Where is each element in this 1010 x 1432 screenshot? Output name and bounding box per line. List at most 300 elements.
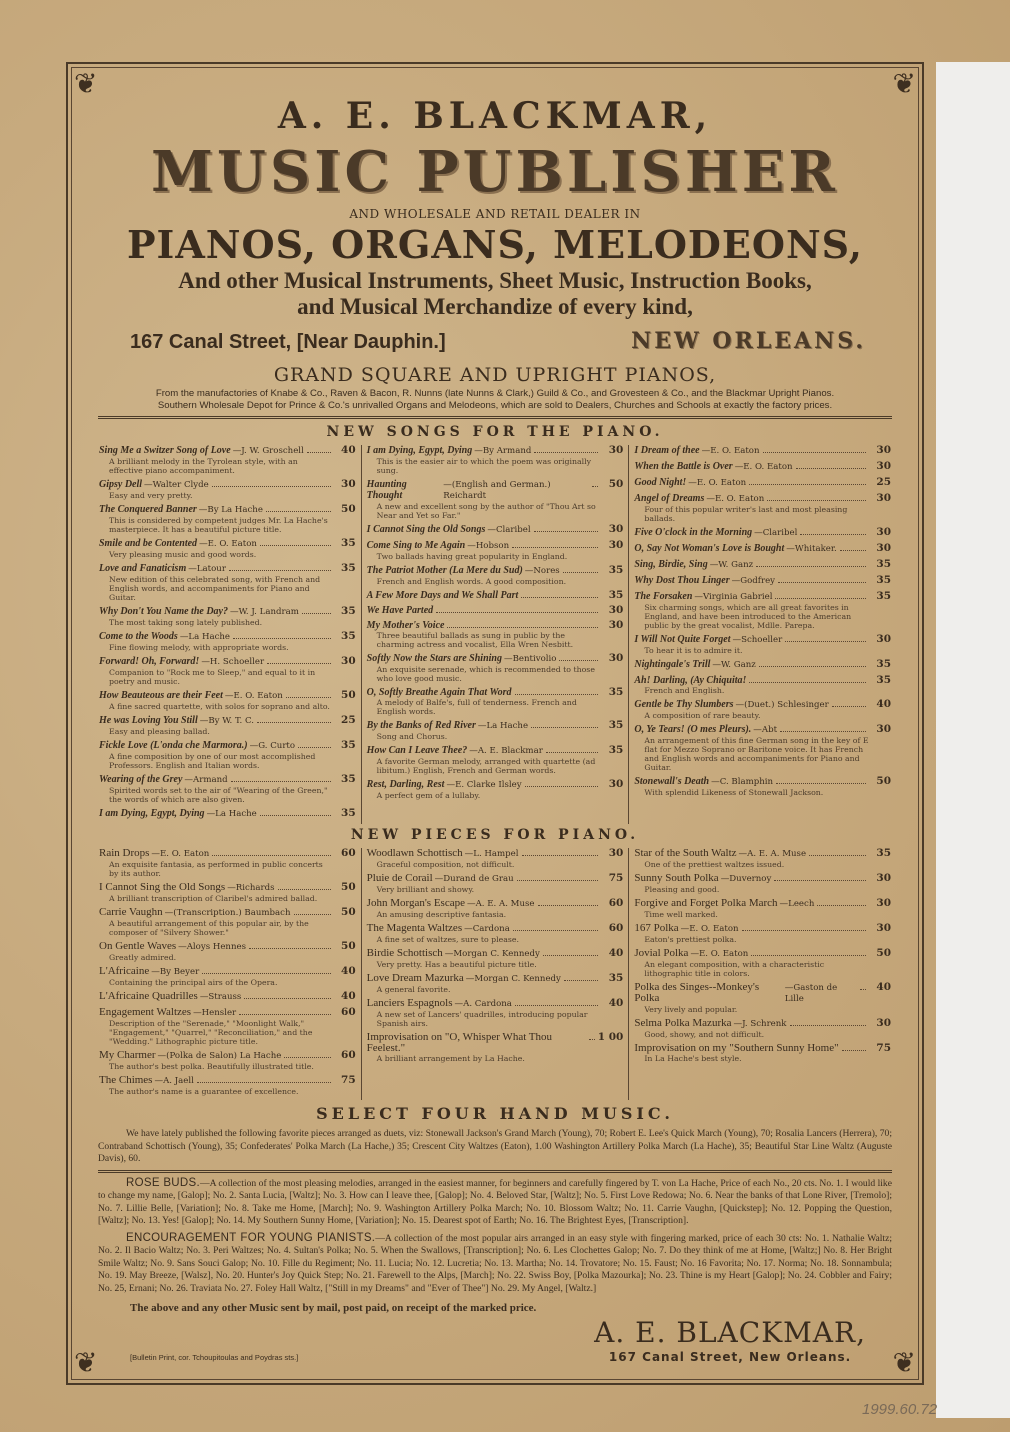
entry-author: —E. O. Eaton [151, 849, 210, 859]
dot-leader [436, 612, 598, 613]
entry-description: A beautiful arrangement of this popular air, by the composer of "Silvery Shower." [109, 919, 309, 937]
entry-title: Nightingale's Trill [634, 659, 711, 670]
entry-line [367, 540, 624, 552]
entry-author: —E. O. Eaton [706, 494, 765, 504]
entry-title: Star of the South Waltz [634, 847, 737, 859]
entry-price: 40 [876, 981, 892, 993]
song-entry [634, 776, 891, 797]
entry-description: Two ballads having great popularity in England. [376, 552, 568, 561]
dot-leader [749, 682, 866, 683]
piece-entry [99, 1050, 356, 1071]
entry-author: —Gaston de Lille [784, 983, 838, 1004]
entry-author: —Walter Clyde [144, 480, 209, 490]
entry-description: An exquisite fantasia, as performed in public concerts by its author. [109, 860, 323, 878]
entry-title: I Cannot Sing the Old Songs [99, 881, 226, 893]
manufacturers-line: From the manufactories of Knabe & Co., Raven & Bacon, R. Nunns (late Nunns & Clark,) Guild & Co., and Grovesteen & Co., and the Blackmar Upright Pianos. [155, 388, 835, 399]
entry-price: 35 [876, 847, 892, 859]
entry-price: 30 [876, 1017, 892, 1029]
entry-line [99, 740, 356, 752]
dot-leader [796, 468, 866, 469]
entry-price: 35 [341, 605, 356, 617]
rose-buds-text: —A collection of the most pleasing melodies, arranged in the easiest manner, for beginners and carefully fingered by T. von La Hache, Price of each No., 20 cts. No. 1. I would like to change my name, [Galop]; No. 2. Santa Lucia, [Waltz]; No. 3. How can I leave thee, [Galop]; No. 4. Beloved Star, [Waltz]; No. 5. First Love Redowa; No. 6. Near the banks of that Lone River, [Tremolo]; No. 7. Lillie Belle, [Variation]; No. 8. Take me Home, [March]; No. 9. Washington Artillery Polka March; No. 10. Blossom Waltz; No. 11. Carrie Vaughn, [Quickstep]; No. 12. Popping the Question, [Waltz]; No. 13. Yes! [Galop]; No. 14. My Southern Sunny Home, [Variation]; No. 15. Dearest spot of Earth; No. 16. The Brightest Eyes, [Transcription]. [98, 1177, 892, 1226]
entry-line [367, 779, 624, 791]
song-entry [634, 445, 891, 457]
dot-leader [589, 1039, 595, 1040]
entry-price: 30 [341, 655, 356, 667]
entry-title: When the Battle is Over [634, 461, 733, 472]
song-entry [99, 631, 356, 652]
entry-line [99, 715, 356, 727]
entry-line [99, 656, 356, 668]
entry-title: Good Night! [634, 477, 687, 488]
entry-title: Forgive and Forget Polka March [634, 897, 778, 909]
entry-title: Polka des Singes--Monkey's Polka [634, 981, 760, 1004]
piece-entry [367, 948, 624, 969]
songs-column-1 [94, 445, 361, 824]
entry-line [367, 873, 624, 885]
entry-price: 60 [341, 847, 356, 859]
piece-entry [367, 973, 624, 994]
entry-price: 30 [608, 604, 624, 616]
entry-author: —E. O. Eaton [224, 691, 283, 701]
entry-price: 50 [876, 947, 892, 959]
entry-price: 1 00 [597, 1031, 624, 1043]
entry-price: 40 [341, 990, 356, 1002]
song-entry [99, 504, 356, 534]
entry-description: Containing the principal airs of the Opera. [109, 978, 278, 987]
dot-leader [860, 989, 866, 990]
entry-line [634, 493, 891, 505]
entry-title: How Beauteous are their Feet [99, 690, 223, 701]
depot-line: Southern Wholesale Depot for Prince & Co.'s unrivalled Organs and Melodeons, which are sold to Dealers, Churches and Schools at exactly the factory prices. [157, 400, 833, 411]
song-entry [634, 477, 891, 489]
entry-price: 35 [341, 630, 356, 642]
piece-entry [634, 1018, 891, 1039]
piece-entry [367, 1032, 624, 1063]
new-songs-heading: NEW SONGS FOR THE PIANO. [326, 424, 664, 440]
entry-author: —E. O. Eaton [680, 924, 739, 934]
entry-author: —(English and German.) Reichardt [443, 480, 551, 501]
entry-title: Five O'clock in the Morning [634, 527, 753, 538]
entry-line [634, 659, 891, 671]
corner-flourish-icon: ❦ [74, 1346, 98, 1379]
dot-leader [563, 572, 599, 573]
entry-title: The Forsaken [634, 591, 693, 602]
entry-title: Sing, Birdie, Sing [634, 559, 708, 570]
entry-title: Rain Drops [99, 847, 150, 859]
entry-description: A fine sacred quartette, with solos for soprano and alto. [109, 702, 330, 711]
entry-author: —Hobson [467, 541, 510, 551]
printer-credit: [Bulletin Print, cor. Tchoupitoulas and Poydras sts.] [130, 1353, 299, 1362]
dot-leader [522, 855, 599, 856]
entry-title: I Cannot Sing the Old Songs [366, 524, 486, 535]
entry-line [367, 973, 624, 985]
merchandise-line-1: And other Musical Instruments, Sheet Music, Instruction Books, [178, 268, 812, 293]
entry-author: —La Hache [179, 632, 231, 642]
song-entry [367, 620, 624, 649]
mail-note: The above and any other Music sent by mail, post paid, on receipt of the marked price. [130, 1302, 537, 1314]
signature-block [594, 1317, 866, 1365]
entry-price: 35 [341, 773, 356, 785]
entry-description: A new and excellent song by the author of "Thou Art so Near and Yet so Far." [376, 502, 596, 520]
entry-line [634, 923, 891, 935]
entry-description: A general favorite. [376, 985, 451, 994]
dot-leader [249, 948, 331, 949]
entry-line [634, 776, 891, 788]
entry-line [634, 898, 891, 910]
entry-description: A favorite German melody, arranged with quartette (ad libitum.) English, French and German words. [376, 757, 596, 775]
song-entry [99, 445, 356, 475]
entry-description: Time well marked. [644, 910, 718, 919]
song-entry [367, 590, 624, 601]
piece-entry [367, 873, 624, 894]
entry-description: Four of this popular writer's last and most pleasing ballads. [644, 505, 848, 523]
entry-author: —Claribel [754, 528, 798, 538]
entry-line [634, 575, 891, 587]
entry-title: O, Softly Breathe Again That Word [366, 687, 512, 698]
entry-line [367, 653, 624, 665]
entry-author: —Claribel [487, 525, 531, 535]
entry-title: Engagement Waltzes [99, 1006, 192, 1018]
entry-author: —By La Hache [198, 505, 263, 515]
piece-entry [634, 873, 891, 894]
entry-description: Eaton's prettiest polka. [644, 935, 737, 944]
entry-price: 40 [608, 947, 624, 959]
dot-leader [517, 880, 599, 881]
song-entry [99, 715, 356, 736]
entry-author: —A. Jaell [154, 1076, 194, 1086]
entry-price: 30 [341, 478, 356, 490]
piece-entry [634, 948, 891, 978]
entry-line [634, 948, 891, 960]
entry-price: 30 [608, 847, 624, 859]
entry-author: —Cardona [464, 924, 510, 934]
entry-author: —(Polka de Salon) La Hache [157, 1051, 282, 1061]
dot-leader [809, 855, 866, 856]
entry-line [634, 591, 891, 603]
entry-line [367, 720, 624, 732]
pieces-column-3 [628, 848, 896, 1100]
entry-price: 30 [608, 619, 624, 631]
entry-title: He was Loving You Still [99, 715, 198, 726]
dot-leader [534, 531, 599, 532]
entry-description: A fine composition by one of our most accomplished Professors. English and Italian words. [109, 752, 316, 770]
entry-line [99, 774, 356, 786]
dot-leader [267, 663, 331, 664]
entry-description: Graceful composition, not difficult. [376, 860, 515, 869]
entry-line [99, 606, 356, 618]
entry-author: —Armand [184, 775, 228, 785]
entry-line [634, 873, 891, 885]
four-hand-heading: SELECT FOUR HAND MUSIC. [316, 1104, 674, 1123]
songs-column-3 [628, 445, 896, 824]
entry-title: Sing Me a Switzer Song of Love [99, 445, 231, 456]
entry-price: 30 [608, 778, 624, 790]
entry-line [634, 848, 891, 860]
entry-description: Six charming songs, which are all great favorites in England, and have been introduced to the American public by the great vocalist, Mdlle. Parepa. [644, 603, 852, 630]
entry-price: 35 [341, 562, 356, 574]
entry-title: Haunting Thought [366, 479, 407, 501]
entry-description: A composition of rare beauty. [644, 711, 761, 720]
entry-description: Very lively and popular. [644, 1005, 738, 1014]
entry-line [634, 543, 891, 555]
corner-flourish-icon: ❦ [74, 67, 98, 100]
entry-author: —Hensler [193, 1008, 237, 1018]
entry-description: The most taking song lately published. [109, 618, 263, 627]
entry-title: Gentle be Thy Slumbers [634, 699, 734, 710]
entry-author: —By W. T. C. [199, 716, 254, 726]
entry-title: Forward! Oh, Forward! [99, 656, 200, 667]
entry-title: Improvisation on "O, Whisper What Thou Feelest." [366, 1031, 553, 1054]
song-entry [634, 575, 891, 587]
piece-entry [99, 1007, 356, 1046]
piece-entry [367, 923, 624, 944]
entry-price: 30 [876, 542, 892, 554]
entry-description: With splendid Likeness of Stonewall Jackson. [644, 788, 824, 797]
entry-price: 30 [876, 897, 892, 909]
song-entry [99, 479, 356, 500]
entry-author: —Richards [227, 883, 275, 893]
piece-entry [99, 882, 356, 903]
entry-price: 35 [876, 590, 892, 602]
four-hand-text: We have lately published the following favorite pieces arranged as duets, viz: Stonewall Jackson's Grand March (Young), 70; Robert E. Lee's Quick March (Young), 70; Rosalia Lancers (Herrera), 70; Contraband Schottisch (Young), 35; Confederates' Polka March (La Hache,) 35; Crescent City Waltzes (Eaton), 1.00 Washington Artillery Polka March (La Hache), 35; Beautiful Star Line Waltz (Auguste Davis), 60. [98, 1128, 892, 1164]
entry-title: We Have Parted [366, 605, 434, 616]
entry-author: —A. E. A. Muse [467, 899, 535, 909]
entry-author: —By Armand [474, 446, 532, 456]
entry-line [367, 998, 624, 1010]
piece-entry [634, 982, 891, 1014]
entry-description: To hear it is to admire it. [644, 646, 743, 655]
entry-line [634, 477, 891, 489]
entry-line [99, 563, 356, 575]
entry-title: L'Africaine Quadrilles [99, 990, 198, 1002]
entry-price: 30 [876, 444, 892, 456]
song-entry [634, 493, 891, 523]
entry-title: Rest, Darling, Rest [366, 779, 445, 790]
song-entry [634, 543, 891, 555]
entry-title: Ah! Darling, (Ay Chiquita! [634, 675, 747, 686]
entry-title: Carrie Vaughn [99, 906, 163, 918]
entry-price: 30 [876, 460, 892, 472]
entry-description: A brilliant transcription of Claribel's admired ballad. [109, 894, 318, 903]
entry-description: French and English words. A good composition. [376, 577, 567, 586]
entry-price: 30 [608, 539, 624, 551]
song-entry [634, 527, 891, 539]
entry-author: —Nores [524, 566, 560, 576]
piece-entry [99, 907, 356, 937]
song-entry [367, 445, 624, 475]
entry-description: Spirited words set to the air of "Wearing of the Green," the words of which are also given. [109, 786, 328, 804]
entry-line [367, 565, 624, 577]
entry-author: —A. Cardona [454, 999, 512, 1009]
entry-author: —Leech [779, 899, 815, 909]
pieces-column-1 [94, 848, 361, 1100]
song-entry [634, 699, 891, 720]
entry-line [99, 1050, 356, 1062]
entry-line [99, 882, 356, 894]
entry-author: —J. Schrenk [733, 1019, 787, 1029]
entry-title: Love and Fanaticism [99, 563, 187, 574]
entry-description: French and English. [644, 686, 725, 695]
entry-title: Birdie Schottisch [366, 947, 443, 959]
dot-leader [302, 613, 331, 614]
entry-price: 35 [608, 686, 624, 698]
dot-leader [231, 781, 331, 782]
city-name: NEW ORLEANS. [631, 328, 866, 354]
entry-price: 35 [341, 807, 356, 819]
pieces-columns [94, 848, 896, 1100]
entry-line [99, 504, 356, 516]
entry-author: —C. Blamphin [711, 777, 774, 787]
entry-line [367, 1032, 624, 1054]
entry-description: A brilliant arrangement by La Hache. [376, 1054, 525, 1063]
dot-leader [817, 905, 866, 906]
entry-description: Description of the "Serenade," "Moonlight Walk," "Engagement," "Quarrel," "Reconciliation," and the "Wedding." Lithographic picture title. [109, 1019, 313, 1046]
encouragement-paragraph [98, 1232, 892, 1296]
dot-leader [538, 905, 599, 906]
entry-line [99, 631, 356, 643]
entry-title: The Conquered Banner [99, 504, 197, 515]
entry-author: —Schoeller [732, 635, 783, 645]
entry-line [99, 941, 356, 953]
entry-description: Good, showy, and not difficult. [644, 1030, 765, 1039]
entry-author: —(Transcription.) Baumbach [164, 908, 291, 918]
entry-title: My Mother's Voice [366, 620, 445, 631]
entry-author: —E. O. Eaton [734, 462, 793, 472]
song-entry [634, 634, 891, 655]
song-entry [634, 559, 891, 571]
dot-leader [543, 955, 599, 956]
entry-line [99, 690, 356, 702]
signature: A. E. BLACKMAR, [594, 1316, 866, 1349]
entry-line [99, 1007, 356, 1019]
piece-entry [99, 941, 356, 962]
entry-author: —Duvernoy [720, 874, 772, 884]
entry-line [634, 675, 891, 686]
entry-description: Easy and very pretty. [109, 491, 193, 500]
song-entry [634, 591, 891, 630]
entry-line [99, 445, 356, 457]
dot-leader [212, 855, 330, 856]
entry-line [99, 479, 356, 491]
entry-title: Smile and be Contented [99, 538, 198, 549]
dot-leader [775, 598, 866, 599]
pianos-heading: GRAND SQUARE AND UPRIGHT PIANOS, [273, 364, 717, 386]
dealer-line: AND WHOLESALE AND RETAIL DEALER IN [349, 207, 641, 221]
entry-title: Fickle Love (L'onda che Marmora.) [99, 740, 248, 751]
entry-line [634, 527, 891, 539]
entry-author: —E. O. Eaton [688, 478, 747, 488]
entry-description: The author's best polka. Beautifully illustrated title. [109, 1062, 314, 1071]
music-publisher-title: MUSIC PUBLISHER [151, 139, 839, 205]
street-address: 167 Canal Street, [Near Dauphin.] [130, 331, 446, 353]
entry-author: —E. O. Eaton [199, 539, 257, 549]
songs-column-2 [361, 445, 629, 824]
entry-line [99, 538, 356, 550]
entry-author: —Morgan C. Kennedy [465, 974, 561, 984]
entry-title: I am Dying, Egypt, Dying [366, 445, 473, 456]
entry-price: 35 [608, 972, 624, 984]
entry-author: —A. E. A. Muse [738, 849, 807, 859]
pieces-column-2 [361, 848, 629, 1100]
song-entry [99, 774, 356, 804]
dot-leader [742, 930, 866, 931]
piece-entry [634, 898, 891, 919]
entry-description: An elegant composition, with a characteristic lithographic title in colors. [644, 960, 825, 978]
dot-leader [212, 486, 331, 487]
entry-title: My Charmer [99, 1049, 156, 1061]
entry-description: This is the easier air to which the poem was originally sung. [376, 457, 592, 475]
entry-price: 30 [876, 492, 892, 504]
entry-line [367, 479, 624, 502]
song-entry [367, 720, 624, 741]
entry-title: I Dream of thee [634, 445, 700, 456]
entry-author: —Durand de Grau [434, 874, 514, 884]
entry-price: 30 [876, 633, 892, 645]
entry-author: —H. Schoeller [201, 657, 265, 667]
piece-entry [634, 1043, 891, 1063]
entry-description: Song and Chorus. [376, 732, 448, 741]
dot-leader [749, 484, 866, 485]
entry-description: The author's name is a guarantee of excellence. [109, 1087, 299, 1096]
piece-entry [367, 898, 624, 919]
entry-author: —W. Ganz [709, 560, 754, 570]
song-entry [367, 745, 624, 775]
entry-line [634, 634, 891, 646]
dot-leader [840, 550, 866, 551]
entry-title: Come to the Woods [99, 631, 178, 642]
entry-title: Love Dream Mazurka [366, 972, 464, 984]
encouragement-text: —A collection of the most popular airs arranged in an easy style with fingering marked, price of each 30 cts: No. 1. Nathalie Waltz; No. 2. Il Bacio Waltz; No. 3. Peri Waltzes; No. 4. Sultan's Polka; No. 5. When the Swallows, [Transcription]; No. 6. Les Clochettes Galop; No. 7. Do they think of me at Home, [Waltz;] No. 8. Her Bright Smile Waltz; No. 9. Sans Souci Galop; No. 10. Fille du Regiment; No. 11. Lucia; No. 12. Lucretia; No. 13. Martha; No. 14. Trovatore; No. 15. Faust; No. 16 Favorita; No. 17. Norma; No. 18. Sonnambula; No. 19. May Breeze, [Walsz], No. 20. Hunter's Joy Quick Step; No. 21. Farewell to the Alps, [March]; No. 22. Swiss Boy, [Polka Mazourka]; No. 23. Thine is my Heart [Galop]; No. 24. Cobbler and Fairy; No. 25, Ernani; No. 26. Traviata No. 27. Foley Hall Waltz, ["Still in my Dreams" and "Ever of Thee"] No. 29. My Angel, [Waltz.] [98, 1232, 893, 1294]
entry-title: I Will Not Quite Forget [634, 634, 731, 645]
piece-entry [99, 848, 356, 878]
dot-leader [525, 786, 599, 787]
entry-price: 30 [608, 652, 624, 664]
entry-title: O, Say Not Woman's Love is Bought [634, 543, 785, 554]
encouragement-heading: ENCOURAGEMENT FOR YOUNG PIANISTS. [126, 1231, 376, 1244]
entry-price: 60 [341, 1049, 356, 1061]
dot-leader [592, 486, 598, 487]
entry-author: —(Duet.) Schlesinger [735, 700, 829, 710]
piece-entry [99, 966, 356, 987]
dot-leader [298, 747, 331, 748]
entry-description: Three beautiful ballads as sung in public by the charming actress and vocalist, Ella Wren Nesbitt. [376, 631, 574, 649]
entry-author: —Latour [188, 564, 226, 574]
entry-price: 50 [341, 906, 356, 918]
entry-line [367, 605, 624, 616]
dot-leader [260, 545, 331, 546]
entry-description: Very brilliant and showy. [376, 885, 475, 894]
entry-description: An amusing descriptive fantasia. [376, 910, 507, 919]
entry-title: How Can I Leave Thee? [366, 745, 468, 756]
footer-row [94, 1315, 896, 1365]
song-entry [367, 653, 624, 683]
entry-title: Lanciers Espagnols [366, 997, 453, 1009]
entry-price: 35 [608, 589, 624, 601]
entry-price: 30 [876, 872, 892, 884]
rose-buds-heading: ROSE BUDS. [126, 1176, 200, 1189]
accession-number: 1999.60.72 [862, 1401, 938, 1418]
merchandise-line [94, 268, 896, 320]
dot-leader [515, 1005, 598, 1006]
entry-price: 35 [876, 574, 892, 586]
entry-description: A perfect gem of a lullaby. [376, 791, 481, 800]
entry-title: L'Africaine [99, 965, 150, 977]
entry-title: Woodlawn Schottisch [366, 847, 463, 859]
entry-description: Very pleasing music and good words. [109, 550, 257, 559]
entry-description: A brilliant melody in the Tyrolean style, with an effective piano accompaniment. [109, 457, 298, 475]
dot-leader [239, 1014, 331, 1015]
